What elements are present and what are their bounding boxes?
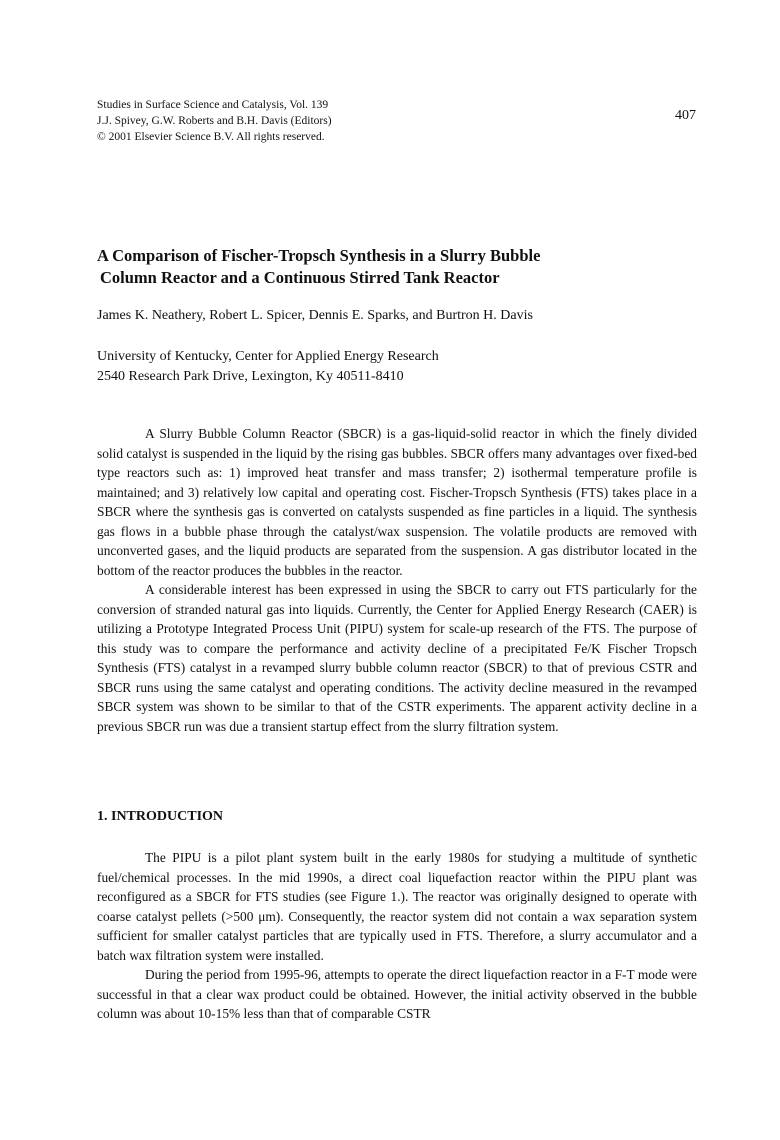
introduction-body [97, 848, 697, 1024]
editors-line: J.J. Spivey, G.W. Roberts and B.H. Davis (Editors) [97, 115, 332, 127]
journal-line: Studies in Surface Science and Catalysis, Vol. 139 [97, 99, 329, 111]
intro-paragraph-2: During the period from 1995-96, attempts to operate the direct liquefaction reactor in a F-T mode were successful in that a clear wax product could be obtained. However, the initial activity observed in the bubble column was about 10-15% less than that of comparable CSTR [97, 967, 697, 1021]
author-list: James K. Neathery, Robert L. Spicer, Dennis E. Sparks, and Burtron H. Davis [97, 308, 533, 323]
affiliation [97, 347, 697, 387]
running-header [97, 97, 697, 145]
affiliation-line-2: 2540 Research Park Drive, Lexington, Ky 40511-8410 [97, 369, 404, 384]
abstract-paragraph-2: A considerable interest has been expressed in using the SBCR to carry out FTS particularly for the conversion of stranded natural gas into liquids. Currently, the Center for Applied Energy Research (CAER) is utilizing a Prototype Integrated Process Unit (PIPU) system for scale-up research of the FTS. The purpose of this study was to compare the performance and activity decline of a precipitated Fe/K Fischer Tropsch Synthesis (FTS) catalyst in a revamped slurry bubble column reactor (SBCR) to that of previous CSTR and SBCR runs using the same catalyst and operating conditions. The activity decline measured in the revamped SBCR system was shown to be similar to that of the CSTR experiments. The apparent activity decline in a previous SBCR run was due a transient startup effect from the slurry filtration system. [97, 582, 697, 734]
copyright-line: © 2001 Elsevier Science B.V. All rights reserved. [97, 131, 325, 143]
section-heading: 1. INTRODUCTION [97, 809, 224, 824]
intro-paragraph-1: The PIPU is a pilot plant system built in the early 1980s for studying a multitude of synthetic fuel/chemical processes. In the mid 1990s, a direct coal liquefaction reactor within the PIPU plant was reconfigured as a SBCR for FTS studies (see Figure 1.). The reactor was originally designed to operate with coarse catalyst pellets (>500 μm). Consequently, the reactor system did not contain a wax separation system sufficient for smaller catalyst particles that are typically used in FTS. Therefore, a slurry accumulator and a batch wax filtration system were installed. [97, 850, 697, 963]
abstract-paragraph-1: A Slurry Bubble Column Reactor (SBCR) is a gas-liquid-solid reactor in which the finely divided solid catalyst is suspended in the liquid by the rising gas bubbles. SBCR offers many advantages over fixed-bed type reactors such as: 1) improved heat transfer and mass transfer; 2) isothermal temperature profile is maintained; and 3) relatively low capital and operating cost. Fischer-Tropsch Synthesis (FTS) takes place in a SBCR where the synthesis gas is converted on catalysts suspended as fine particles in a liquid. The synthesis gas flows in a bubble phase through the catalyst/wax suspension. The volatile products are removed with unconverted gases, and the liquid products are separated from the suspension. A gas distributor located in the bottom of the reactor produces the bubbles in the reactor. [97, 426, 697, 578]
title-line-2: Column Reactor and a Continuous Stirred Tank Reactor [100, 268, 500, 287]
page-number: 407 [675, 108, 696, 123]
paper-title [97, 245, 697, 289]
abstract [97, 424, 697, 736]
affiliation-line-1: University of Kentucky, Center for Applied Energy Research [97, 349, 439, 364]
title-line-1: A Comparison of Fischer-Tropsch Synthesis in a Slurry Bubble [97, 246, 541, 265]
